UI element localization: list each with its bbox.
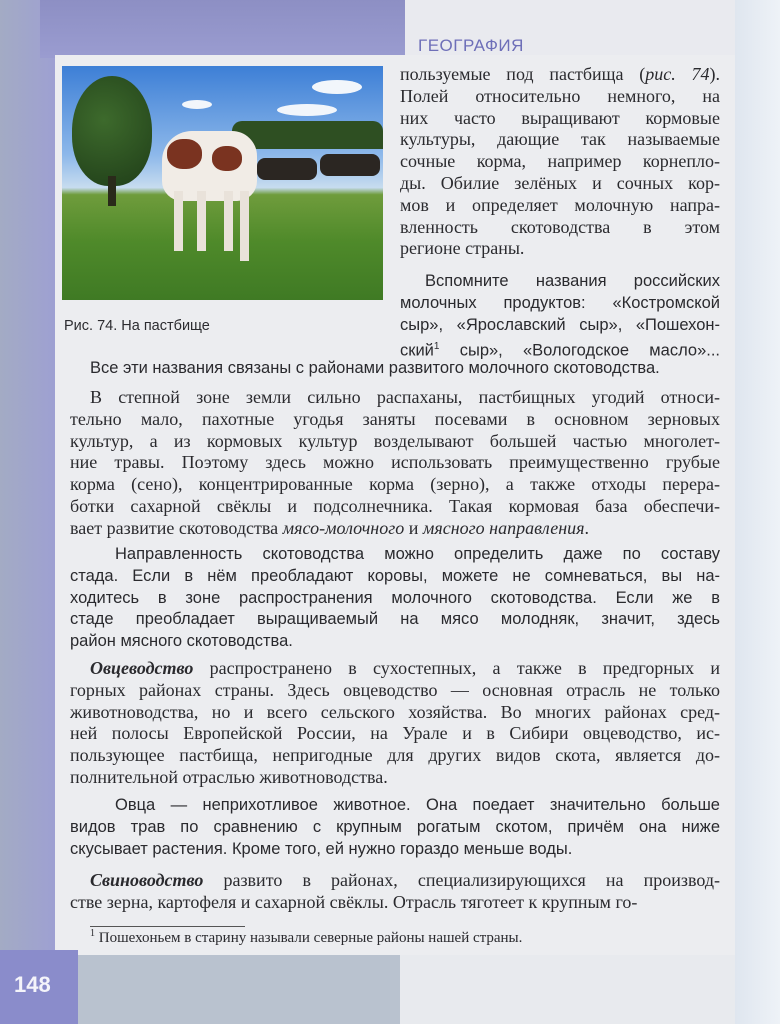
text-line: стада. Если в нём преобладают коровы, можете не сомневаться, вы на- (70, 566, 720, 585)
bottom-map-band (55, 955, 400, 1024)
paragraph-steppe-zone (70, 387, 720, 540)
cloud (182, 100, 212, 109)
text-line: мов и определяет молочную напра- (400, 194, 720, 215)
cloud (312, 80, 362, 94)
cow-leg (240, 191, 249, 261)
text-line: видов трав по сравнению с крупным рогатым скотом, причём она ниже (70, 817, 720, 836)
text-segment: ). (709, 64, 720, 84)
text-segment: развито в районах, специализирующихся на производ- (203, 870, 720, 890)
figure-caption: Рис. 74. На пастбище (64, 318, 210, 334)
footnote-text: Пошехоньем в старину называли северные районы нашей страны. (98, 930, 523, 946)
text-line: молочных продуктов: «Костромской (400, 293, 720, 312)
text-line: пользующее пастбища, непригодные для других видов скота, является до- (70, 745, 720, 766)
bottom-margin (400, 955, 735, 1024)
running-header: ГЕОГРАФИЯ (418, 36, 524, 55)
text-line: Вспомните названия российских (425, 272, 720, 290)
emphasized-term: Свиноводство (90, 870, 204, 890)
cow-leg (224, 191, 233, 251)
cow-spot (212, 146, 242, 171)
emphasized-term: Овцеводство (90, 658, 194, 678)
text-line: культур, а из кормовых культур возделывают большей частью многолет- (70, 430, 720, 451)
paragraph-sheep (70, 795, 720, 860)
tree-trunk (108, 176, 116, 206)
emphasized-term: рис. 74 (645, 64, 710, 84)
text-line (70, 518, 720, 540)
cow-herd (320, 154, 380, 176)
text-line: регионе страны. (400, 238, 525, 259)
footnote-reference: 1 (433, 341, 440, 353)
text-line: ней полосы Европейской России, на Урале и в Сибири овцеводство, ис- (70, 723, 720, 744)
cow-leg (174, 191, 183, 251)
text-line: ды. Обилие зелёных и сочных кор- (400, 172, 720, 193)
text-line: Направленность скотоводства можно определить даже по составу (115, 545, 720, 563)
text-segment: пользуемые под пастбища ( (400, 64, 646, 84)
text-line: скусывает растения. Кроме того, ей нужно гораздо меньше воды. (70, 839, 573, 858)
paragraph-sheep-breeding (70, 658, 720, 789)
text-line: ботки сахарной свёклы и подсолнечника. Такая кормовая база обеспечи- (70, 495, 720, 516)
text-line: культуры, дающие так называемые (400, 129, 720, 150)
text-segment: . (584, 517, 590, 538)
text-line: Все эти названия связаны с районами развитого молочного скотоводства. (90, 359, 660, 377)
paragraph-pig-breeding (70, 870, 720, 914)
text-line: стаде преобладает выращиваемый на мясо молодняк, значит, здесь (70, 610, 720, 629)
text-segment: сыр», «Вологодское масло»... (439, 341, 720, 360)
text-line: полнительной отраслью животноводства. (70, 766, 388, 787)
cow-spot (167, 139, 202, 169)
emphasized-term: мясного направления (422, 517, 585, 538)
text-line: Овца — неприхотливое животное. Она поедает значительно больше (115, 796, 720, 814)
footnote-rule (90, 926, 245, 927)
cow-leg (197, 191, 206, 251)
page-number: 148 (14, 972, 51, 997)
text-segment: и (404, 517, 423, 538)
text-line: ходитесь в зоне распространения молочного скотоводства. Если же в (70, 588, 720, 607)
cow-herd (257, 158, 317, 180)
paragraph-herd-composition (70, 544, 720, 653)
text-line: Полей относительно немного, на (400, 85, 720, 106)
text-line: животноводства, но и всего сельского хозяйства. Во многих районах сред- (70, 701, 720, 722)
text-segment: распространено в сухостепных, а также в предгорных и (193, 658, 720, 678)
left-map-margin (0, 0, 55, 1024)
text-line: горных районах страны. Здесь овцеводство — основная отрасль не только (70, 679, 720, 700)
text-segment: вает развитие скотоводства (70, 517, 283, 538)
tree (72, 76, 152, 186)
text-line: В степной зоне земли сильно распаханы, пастбищных угодий относи- (90, 387, 720, 407)
figure-pasture-photo (62, 66, 383, 300)
text-line: тельно мало, пахотные угодья заняты посевами в основном зерновых (70, 408, 720, 429)
paragraph-pastures (400, 64, 720, 260)
emphasized-term: мясо-молочного (282, 517, 405, 538)
text-segment: ский (400, 341, 434, 360)
text-line: ние травы. Поэтому здесь можно использовать преимущественно грубые (70, 452, 720, 473)
text-line (70, 870, 720, 892)
text-line: сыр», «Ярославский сыр», «Пошехон- (400, 315, 720, 334)
right-margin (735, 0, 780, 1024)
text-line: вленность скотоводства в этом (400, 216, 720, 237)
footnote-mark: 1 (90, 928, 95, 939)
cloud (277, 104, 337, 116)
top-map-band (40, 0, 405, 58)
text-line: район мясного скотоводства. (70, 632, 293, 651)
text-line: них часто выращивают кормовые (400, 107, 720, 128)
text-line: корма (сено), концентрированные корма (зерно), а также отходы перера- (70, 474, 720, 495)
footnote (90, 928, 522, 947)
text-line: сочные корма, например корнепло- (400, 151, 720, 172)
text-line (70, 658, 720, 680)
text-line (400, 64, 720, 86)
text-line: стве зерна, картофеля и сахарной свёклы. Отрасль тяготеет к крупным го- (70, 891, 638, 912)
